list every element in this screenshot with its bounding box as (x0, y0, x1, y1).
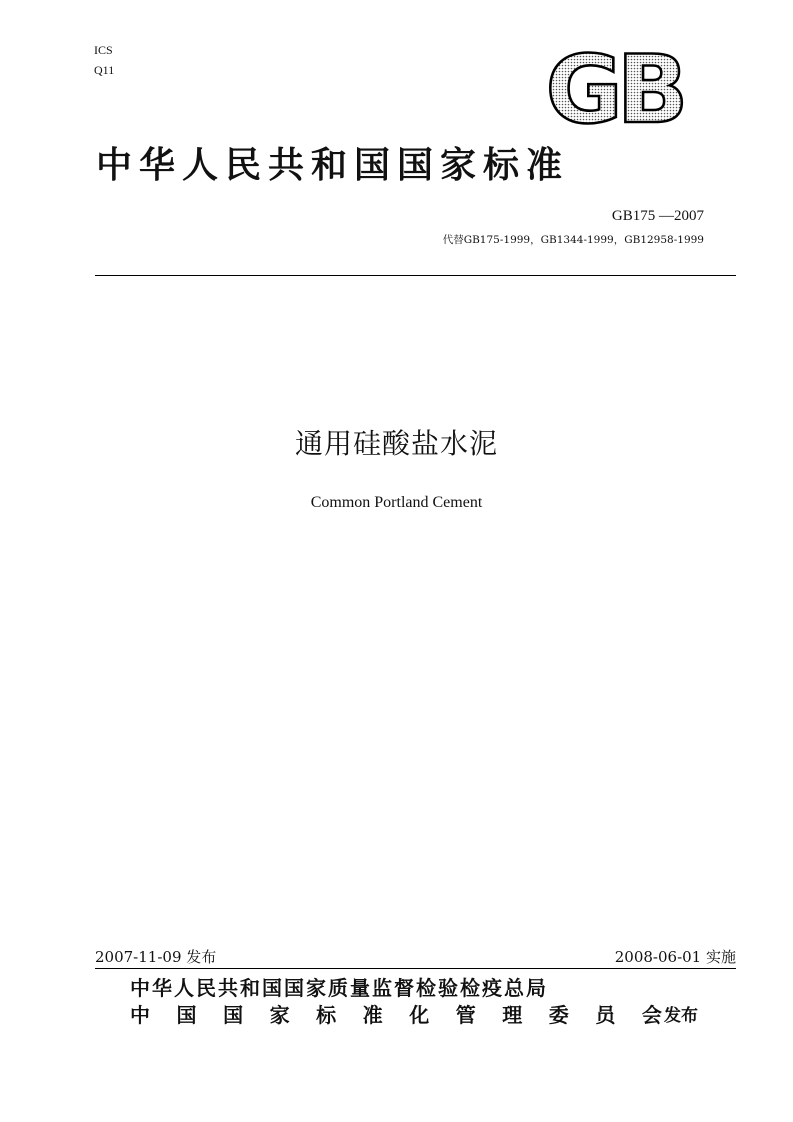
issuer-sac-char: 标 (316, 1003, 337, 1027)
issuer-sac-char: 会 (641, 1003, 662, 1027)
issuer-sac-char: 理 (502, 1003, 523, 1027)
issue-date: 2007-11-09 发布 (95, 948, 217, 966)
document-title-english: Common Portland Cement (310, 494, 483, 511)
ics-code: ICS (94, 43, 113, 57)
gb-logo-text: GB (545, 46, 683, 128)
ccs-code: Q11 (94, 63, 115, 77)
issuer-sac-char: 准 (362, 1003, 383, 1027)
footer-divider (95, 968, 736, 969)
header-divider (95, 275, 736, 276)
national-standard-title: 中华人民共和国国家标准 (96, 145, 570, 186)
document-title-chinese: 通用硅酸盐水泥 (294, 427, 498, 460)
issuer-sac-char: 员 (595, 1003, 616, 1027)
gb-logo (540, 46, 692, 128)
standard-number: GB175 —2007 (611, 208, 704, 224)
issuer-aqsiq: 中华人民共和国国家质量监督检验检疫总局 (130, 976, 548, 1000)
classification-codes (94, 40, 114, 80)
issuer-sac-char: 国 (223, 1003, 244, 1027)
issuer-sac-char: 化 (409, 1003, 430, 1027)
issuer-sac-char: 中 (130, 1003, 150, 1027)
issuer-sac (130, 999, 662, 1028)
issuer-sac-char: 国 (176, 1003, 197, 1027)
publish-label: 发布 (664, 1006, 698, 1026)
issuer-sac-char: 管 (455, 1003, 476, 1027)
issuer-sac-char: 委 (548, 1003, 569, 1027)
replaces-standards: 代替GB175-1999，GB1344-1999，GB12958-1999 (442, 234, 704, 246)
implementation-date: 2008-06-01 实施 (614, 948, 736, 966)
issuer-sac-char: 家 (269, 1003, 290, 1027)
